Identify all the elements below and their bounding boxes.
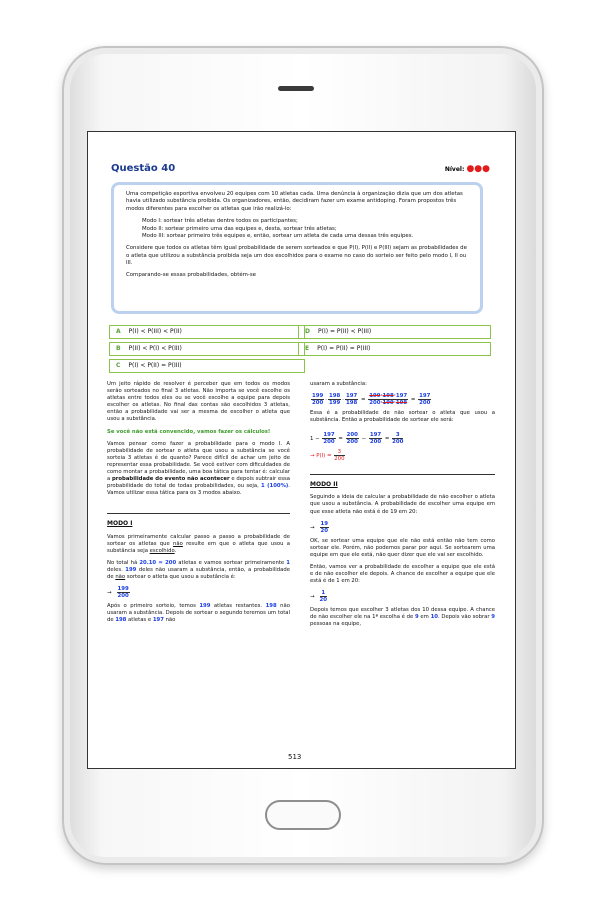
question-statement-box <box>111 182 483 314</box>
fraction-line: → $\frac{19}{20}$ <box>310 520 329 534</box>
solution-paragraph: Um jeito rápido de resolver é perceber que em todos os modos serão sorteados no final 3 atletas. Não importa se você escolhe os atletas entre todos eles ou se você escolhe a equipe para depois escolher os atletas. No final das contas são escolhidos 3 atletas, então a probabilidade vai ser a mesma de escolher o atleta que usou a substância. <box>107 381 290 423</box>
difficulty-level <box>445 164 490 174</box>
solution-paragraph: Vamos pensar como fazer a probabilidade para o modo I. A probabilidade de sortear o atleta que usou a substância se você sorteia 3 atletas é de quanto? Parece difícil de achar um jeito de representar essa probabilidade. Se você estiver com dificuldades de como montar a probabilidade, uma boa tática para tentar é: calcular a probabilidade do evento não acontecer e depois subtrair essa probabilidade do total de todas probabilidades, ou seja, 1 (100%). Vamos utilizar essa tática para os 3 modos abaixo. <box>107 440 290 497</box>
option-letter: B <box>116 345 121 352</box>
speaker-grille <box>278 86 314 91</box>
option-letter: E <box>305 345 310 352</box>
section-title-modo-i: MODO I <box>107 520 133 528</box>
mode-item: Modo III: sortear primeiro três equipes e, então, sortear um atleta de cada uma dessas três equipes. <box>142 233 414 240</box>
fraction-line: → $\frac{1}{20}$ <box>310 590 328 604</box>
home-button[interactable] <box>265 800 341 830</box>
option-letter: A <box>116 328 121 335</box>
solution-paragraph: Vamos primeiramente calcular passo a passo a probabilidade de sortear os atletas que não resulte em que o atleta que usou a substância seja escolhido. <box>107 533 290 554</box>
option-text: P(I) = P(II) = P(III) <box>317 345 371 352</box>
solution-paragraph: usaram a substância: <box>310 381 367 387</box>
solution-paragraph: Então, vamos ver a probabilidade de escolher a equipe que ele está e de não escolher ele depois. A chance de escolher a equipe que ele está é de 1 em 20: <box>310 563 495 585</box>
section-divider <box>107 513 290 514</box>
fraction-line: → $\frac{199}{200}$ <box>107 586 129 600</box>
section-divider <box>310 474 495 475</box>
modes-list <box>142 218 468 240</box>
solution-paragraph: Essa é a probabilidade de não sortear o atleta que usou a substância. Então a probabilidade de sortear ele será: <box>310 410 495 424</box>
result-p-i: → P(I) = $\frac{3}{200}$ <box>310 449 345 463</box>
mode-item: Modo I: sortear três atletas dentre todos os participantes; <box>142 218 298 225</box>
solution-right-column <box>310 381 495 634</box>
solution-paragraph: No total há 20.10 = 200 atletas e vamos sortear primeiramente 1 deles. 199 deles não usaram a substância, então, a probabilidade de não sortear o atleta que usou a substância é: <box>107 559 290 580</box>
question-title: Questão 40 <box>111 163 176 174</box>
option-c[interactable] <box>109 359 305 373</box>
solution-paragraph: Depois temos que escolher 3 atletas dos 10 dessa equipe. A chance de não escolher ele na 1ª escolha é de 9 em 10. Depois vão sobrar 9 pessoas na equipe, <box>310 607 495 628</box>
solution-paragraph: Após o primeiro sorteio, temos 199 atletas restantes. 198 não usaram a substância. Depois de sortear o segundo teremos um total de 198 atletas e 197 não <box>107 603 290 624</box>
difficulty-label: Nível: <box>444 166 465 173</box>
section-title-modo-ii: MODO II <box>310 481 338 489</box>
option-text: P(I) < P(II) = P(III) <box>128 362 182 369</box>
page-number: 513 <box>288 753 302 761</box>
mode-item: Modo II: sortear primeiro uma das equipes e, desta, sortear três atletas; <box>142 225 337 232</box>
difficulty-dots: ●●● <box>466 164 490 174</box>
option-text: P(II) < P(I) < P(III) <box>128 345 182 352</box>
page-screen <box>87 131 516 769</box>
equation-complement: 1 − $\frac{197}{200}$ = $\frac{200}{200}$ − $\frac{197}{200}$ = $\frac{3}{200}$ <box>310 432 404 446</box>
statement-prompt: Comparando-se essas probabilidades, obtém-se <box>126 271 256 278</box>
option-letter: D <box>305 328 310 335</box>
statement-paragraph: Considere que todos os atletas têm igual probabilidade de serem sorteados e que P(I), P(II) e P(III) sejam as probabilidades de o atleta que utilizou a substância proibida seja um dos escolhidos para o exame no caso do sorteio ser feito pelo modo I, II ou III. <box>126 245 467 267</box>
solution-highlight: Se você não está convencido, vamos fazer os cálculos! <box>107 428 271 435</box>
solution-paragraph: OK, se sortear uma equipe que ele não está então não tem como sortear ele. Porém, não podemos parar por aqui. Se sortearem uma equipe em que ele está, não quer dizer que ele vai ser escolhido. <box>310 537 495 558</box>
statement-paragraph: Uma competição esportiva envolveu 20 equipes com 10 atletas cada. Uma denúncia à organização dizia que um dos atletas havia utilizado substância proibida. Os organizadores, então, decidiram fazer um exame antidoping. Foram propostos três modos diferentes para escolher os atletas que irão realizá-lo: <box>126 191 463 212</box>
equation-product: $\frac{199}{200}$ · $\frac{198}{199}$ · $\frac{197}{198}$ = $\frac{199\cdot 198\cdot 197}{200\cdot 199\cdot 198}$ = $\frac{197}{200}$ <box>312 393 431 407</box>
option-b[interactable] <box>109 342 305 356</box>
option-d[interactable] <box>298 325 491 339</box>
option-letter: C <box>116 362 121 369</box>
option-e[interactable] <box>298 342 491 356</box>
option-text: P(I) < P(III) < P(II) <box>128 328 182 335</box>
solution-paragraph: Seguindo a ideia de calcular a probabilidade de não escolher o atleta que usou a substância. A probabilidade de escolher uma equipe em que esse atleta não está é de 19 em 20: <box>310 494 495 515</box>
option-a[interactable] <box>109 325 305 339</box>
fraction: $\frac{199}{200}$ <box>117 586 129 600</box>
option-text: P(I) = P(II) < P(III) <box>317 328 372 335</box>
solution-left-column <box>107 381 290 629</box>
